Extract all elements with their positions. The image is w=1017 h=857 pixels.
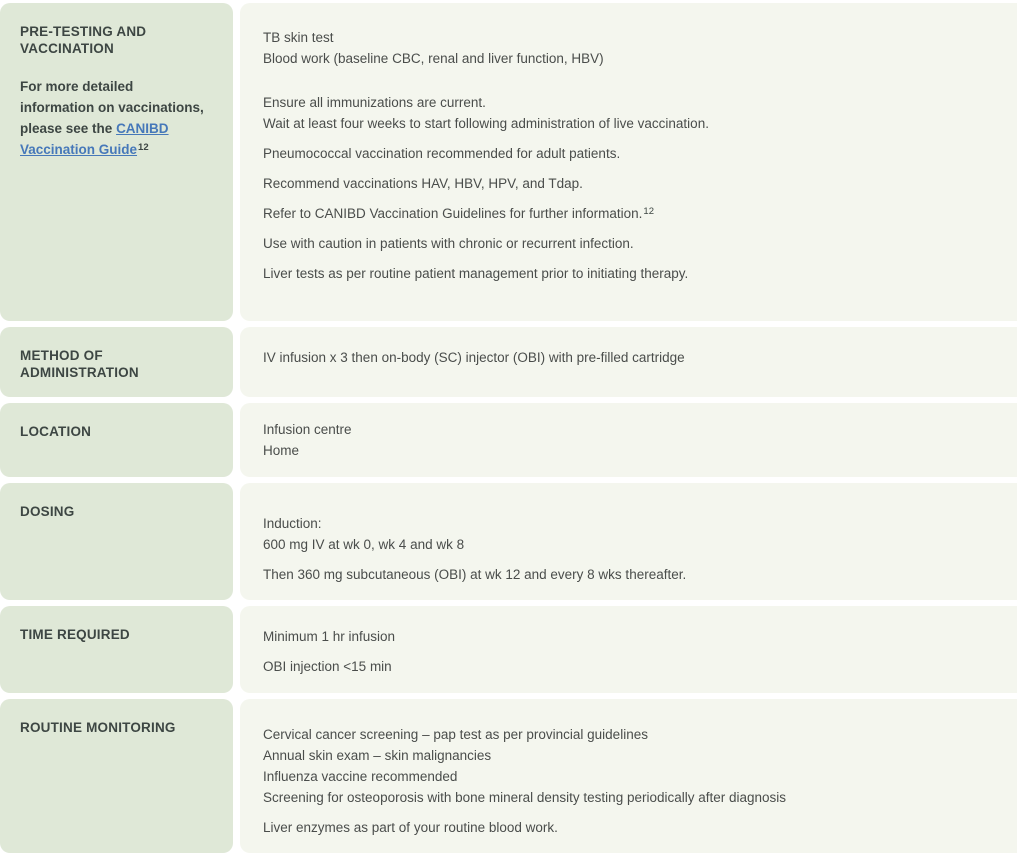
- content-line: OBI injection <15 min: [263, 659, 392, 674]
- content-paragraph: [263, 27, 993, 69]
- note-text: For more detailed information on vaccinations, please see the: [20, 79, 204, 136]
- content-line: Screening for osteoporosis with bone mineral density testing periodically after diagnosis: [263, 790, 787, 805]
- content-line: Infusion centre: [263, 422, 352, 437]
- row-label-method-of-administration: [0, 327, 233, 397]
- content-paragraph: [263, 513, 993, 555]
- content-line: Blood work (baseline CBC, renal and liver function, HBV): [263, 51, 604, 66]
- content-line: Home: [263, 443, 300, 458]
- content-line: Ensure all immunizations are current.: [263, 95, 486, 110]
- content-line: IV infusion x 3 then on-body (SC) injector (OBI) with pre-filled cartridge: [263, 350, 685, 365]
- row-heading: PRE-TESTING AND VACCINATION: [20, 24, 147, 56]
- content-paragraph: [263, 233, 993, 254]
- row-label-dosing: [0, 483, 233, 600]
- vaccination-note: [20, 76, 205, 160]
- reference-12-superscript: 12: [138, 141, 149, 153]
- row-label-time-required: [0, 606, 233, 693]
- content-paragraph: [263, 173, 993, 194]
- content-paragraph: [263, 263, 993, 284]
- row-content-method-of-administration: [240, 327, 1017, 397]
- reference-12-superscript: 12: [643, 205, 654, 217]
- content-line: Minimum 1 hr infusion: [263, 629, 396, 644]
- content-paragraph: [263, 419, 993, 461]
- row-time-required: [0, 606, 1017, 693]
- content-line: Annual skin exam – skin malignancies: [263, 748, 492, 763]
- row-content-dosing: [240, 483, 1017, 600]
- content-line: Induction:: [263, 516, 322, 531]
- row-pre-testing-and-vaccination: [0, 3, 1017, 321]
- row-heading: DOSING: [20, 504, 75, 519]
- row-content-location: [240, 403, 1017, 477]
- content-line: Pneumococcal vaccination recommended for adult patients.: [263, 146, 621, 161]
- row-label-location: [0, 403, 233, 477]
- row-location: [0, 403, 1017, 477]
- row-label-pre-testing: [0, 3, 233, 321]
- content-line: Recommend vaccinations HAV, HBV, HPV, and Tdap.: [263, 176, 583, 191]
- content-paragraph: [263, 203, 993, 224]
- content-paragraph: [263, 143, 993, 164]
- row-content-pre-testing: [240, 3, 1017, 321]
- content-line: 600 mg IV at wk 0, wk 4 and wk 8: [263, 537, 465, 552]
- content-paragraph: [263, 626, 993, 647]
- content-paragraph: [263, 656, 993, 677]
- content-paragraph: [263, 347, 993, 368]
- content-line: Then 360 mg subcutaneous (OBI) at wk 12 and every 8 wks thereafter.: [263, 567, 687, 582]
- canibd-vaccination-guide-link[interactable]: CANIBD Vaccination Guide: [20, 121, 169, 157]
- content-line: Wait at least four weeks to start following administration of live vaccination.: [263, 116, 709, 131]
- row-heading: LOCATION: [20, 424, 92, 439]
- row-heading: METHOD OF ADMINISTRATION: [20, 348, 139, 380]
- row-content-routine-monitoring: [240, 699, 1017, 853]
- content-paragraph: [263, 817, 993, 838]
- content-line: Cervical cancer screening – pap test as per provincial guidelines: [263, 727, 648, 742]
- content-line: Liver tests as per routine patient management prior to initiating therapy.: [263, 266, 689, 281]
- content-paragraph: [263, 564, 993, 585]
- row-heading: TIME REQUIRED: [20, 627, 130, 642]
- content-line: Liver enzymes as part of your routine blood work.: [263, 820, 558, 835]
- row-label-routine-monitoring: [0, 699, 233, 853]
- row-dosing: [0, 483, 1017, 600]
- row-method-of-administration: [0, 327, 1017, 397]
- content-line: Use with caution in patients with chronic or recurrent infection.: [263, 236, 634, 251]
- content-paragraph: [263, 92, 993, 134]
- row-heading: ROUTINE MONITORING: [20, 720, 176, 735]
- row-routine-monitoring: [0, 699, 1017, 853]
- content-line: Refer to CANIBD Vaccination Guidelines for further information.: [263, 206, 643, 221]
- content-paragraph: [263, 724, 993, 808]
- content-line: Influenza vaccine recommended: [263, 769, 458, 784]
- row-content-time-required: [240, 606, 1017, 693]
- content-line: TB skin test: [263, 30, 334, 45]
